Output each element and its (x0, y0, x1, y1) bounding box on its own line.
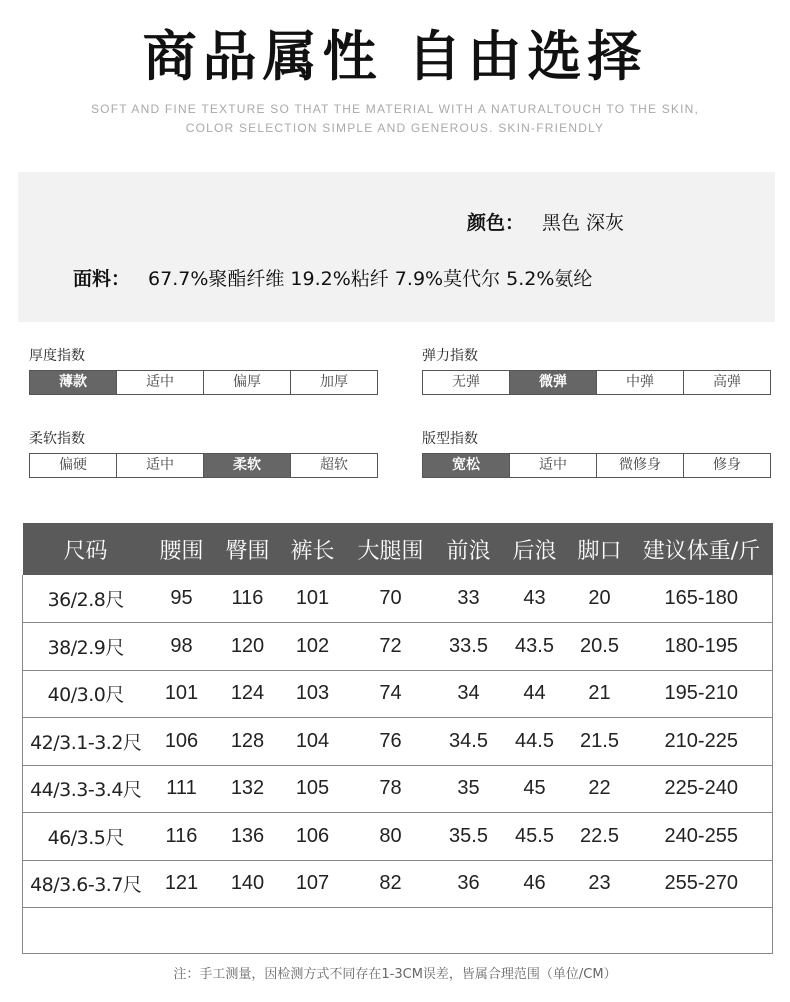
index-option[interactable]: 无弹 (423, 371, 510, 394)
index-option[interactable]: 偏厚 (204, 371, 291, 394)
column-header-weight: 建议体重/斤 (631, 523, 773, 575)
measurement-note: 注：手工测量，因检测方式不同存在1-3CM误差，皆属合理范围（单位/CM） (173, 967, 617, 982)
table-cell: 103 (281, 670, 345, 718)
size-cell: 48/3.6-3.7尺 (23, 860, 149, 908)
subtitle-line-2: COLOR SELECTION SIMPLE AND GENEROUS. SKIN-FRIENDLY (185, 121, 605, 135)
elasticity-index (422, 346, 771, 395)
fabric-label: 面料： (73, 268, 131, 290)
table-cell: 116 (215, 575, 281, 623)
index-options (422, 453, 771, 478)
table-cell: 98 (149, 623, 215, 671)
table-cell: 35.5 (437, 813, 501, 861)
table-cell: 240-255 (631, 813, 773, 861)
table-cell: 121 (149, 860, 215, 908)
index-option[interactable]: 加厚 (320, 374, 348, 390)
size-cell: 42/3.1-3.2尺 (23, 718, 149, 766)
table-cell: 23 (569, 860, 631, 908)
fabric-line (73, 264, 592, 291)
index-option[interactable]: 微修身 (597, 454, 684, 477)
table-cell: 106 (149, 718, 215, 766)
size-cell: 46/3.5尺 (23, 813, 149, 861)
index-option[interactable]: 偏硬 (30, 454, 117, 477)
table-row (23, 860, 773, 908)
table-cell: 225-240 (631, 765, 773, 813)
table-cell: 43.5 (501, 623, 569, 671)
index-option[interactable]: 适中 (117, 454, 204, 477)
column-header-length: 裤长 (281, 523, 345, 575)
column-header-leg-opening: 脚口 (569, 523, 631, 575)
table-cell: 70 (345, 575, 437, 623)
subtitle-line-1: SOFT AND FINE TEXTURE SO THAT THE MATERIAL WITH A NATURALTOUCH TO THE SKIN, (90, 102, 700, 116)
column-header-hip: 臀围 (215, 523, 281, 575)
table-cell: 102 (281, 623, 345, 671)
table-cell: 45 (501, 765, 569, 813)
column-header-size: 尺码 (23, 523, 149, 575)
index-title: 弹力指数 (422, 348, 478, 364)
table-cell: 76 (345, 718, 437, 766)
index-title: 厚度指数 (29, 348, 85, 364)
table-row (23, 623, 773, 671)
table-cell: 36 (437, 860, 501, 908)
size-cell: 40/3.0尺 (23, 670, 149, 718)
table-row (23, 575, 773, 623)
index-options (29, 453, 378, 478)
table-header-row (23, 523, 773, 575)
index-option[interactable]: 薄款 (30, 371, 117, 394)
size-table-body (23, 575, 773, 954)
index-options (422, 370, 771, 395)
softness-index (29, 429, 378, 478)
info-panel (18, 172, 775, 322)
table-cell: 106 (281, 813, 345, 861)
table-cell: 180-195 (631, 623, 773, 671)
table-cell: 78 (345, 765, 437, 813)
table-cell: 33.5 (437, 623, 501, 671)
table-cell: 20.5 (569, 623, 631, 671)
empty-cell (23, 908, 773, 954)
table-cell: 132 (215, 765, 281, 813)
size-cell: 36/2.8尺 (23, 575, 149, 623)
table-cell: 195-210 (631, 670, 773, 718)
index-option[interactable]: 超软 (320, 457, 348, 473)
index-option[interactable]: 修身 (713, 457, 741, 473)
index-title: 柔软指数 (29, 431, 85, 447)
table-row (23, 813, 773, 861)
table-cell: 104 (281, 718, 345, 766)
size-chart-table (22, 523, 773, 954)
index-option[interactable]: 宽松 (423, 454, 510, 477)
column-header-thigh: 大腿围 (345, 523, 437, 575)
table-cell: 107 (281, 860, 345, 908)
index-option[interactable]: 适中 (117, 371, 204, 394)
table-cell: 22 (569, 765, 631, 813)
table-cell: 74 (345, 670, 437, 718)
table-cell: 21 (569, 670, 631, 718)
table-row (23, 718, 773, 766)
size-cell: 44/3.3-3.4尺 (23, 765, 149, 813)
color-line (467, 208, 624, 235)
table-cell: 128 (215, 718, 281, 766)
table-cell: 44 (501, 670, 569, 718)
index-option[interactable]: 中弹 (597, 371, 684, 394)
table-cell: 34.5 (437, 718, 501, 766)
table-cell: 105 (281, 765, 345, 813)
color-value: 黑色 深灰 (542, 212, 625, 234)
fabric-value: 67.7%聚酯纤维 19.2%粘纤 7.9%莫代尔 5.2%氨纶 (148, 268, 593, 290)
table-cell: 136 (215, 813, 281, 861)
table-cell: 82 (345, 860, 437, 908)
table-cell: 140 (215, 860, 281, 908)
index-options (29, 370, 378, 395)
table-cell: 210-225 (631, 718, 773, 766)
table-cell: 33 (437, 575, 501, 623)
color-label: 颜色： (467, 212, 525, 234)
table-row (23, 670, 773, 718)
table-cell: 255-270 (631, 860, 773, 908)
table-cell: 165-180 (631, 575, 773, 623)
empty-table-row (23, 908, 773, 954)
table-cell: 72 (345, 623, 437, 671)
table-cell: 120 (215, 623, 281, 671)
column-header-waist: 腰围 (149, 523, 215, 575)
table-cell: 21.5 (569, 718, 631, 766)
thickness-index (29, 346, 378, 395)
index-option[interactable]: 微弹 (510, 371, 597, 394)
table-cell: 35 (437, 765, 501, 813)
table-cell: 95 (149, 575, 215, 623)
page-title: 商品属性 自由选择 (142, 25, 648, 88)
table-row (23, 765, 773, 813)
table-cell: 43 (501, 575, 569, 623)
fit-index (422, 429, 771, 478)
table-cell: 22.5 (569, 813, 631, 861)
table-cell: 46 (501, 860, 569, 908)
table-cell: 101 (281, 575, 345, 623)
table-cell: 101 (149, 670, 215, 718)
index-option[interactable]: 适中 (510, 454, 597, 477)
index-option[interactable]: 高弹 (713, 374, 741, 390)
index-option[interactable]: 柔软 (204, 454, 291, 477)
column-header-front-rise: 前浪 (437, 523, 501, 575)
table-cell: 111 (149, 765, 215, 813)
subtitle (0, 100, 790, 138)
table-cell: 20 (569, 575, 631, 623)
table-cell: 34 (437, 670, 501, 718)
table-cell: 44.5 (501, 718, 569, 766)
index-title: 版型指数 (422, 431, 478, 447)
size-cell: 38/2.9尺 (23, 623, 149, 671)
table-cell: 80 (345, 813, 437, 861)
table-cell: 45.5 (501, 813, 569, 861)
table-cell: 116 (149, 813, 215, 861)
table-cell: 124 (215, 670, 281, 718)
column-header-back-rise: 后浪 (501, 523, 569, 575)
